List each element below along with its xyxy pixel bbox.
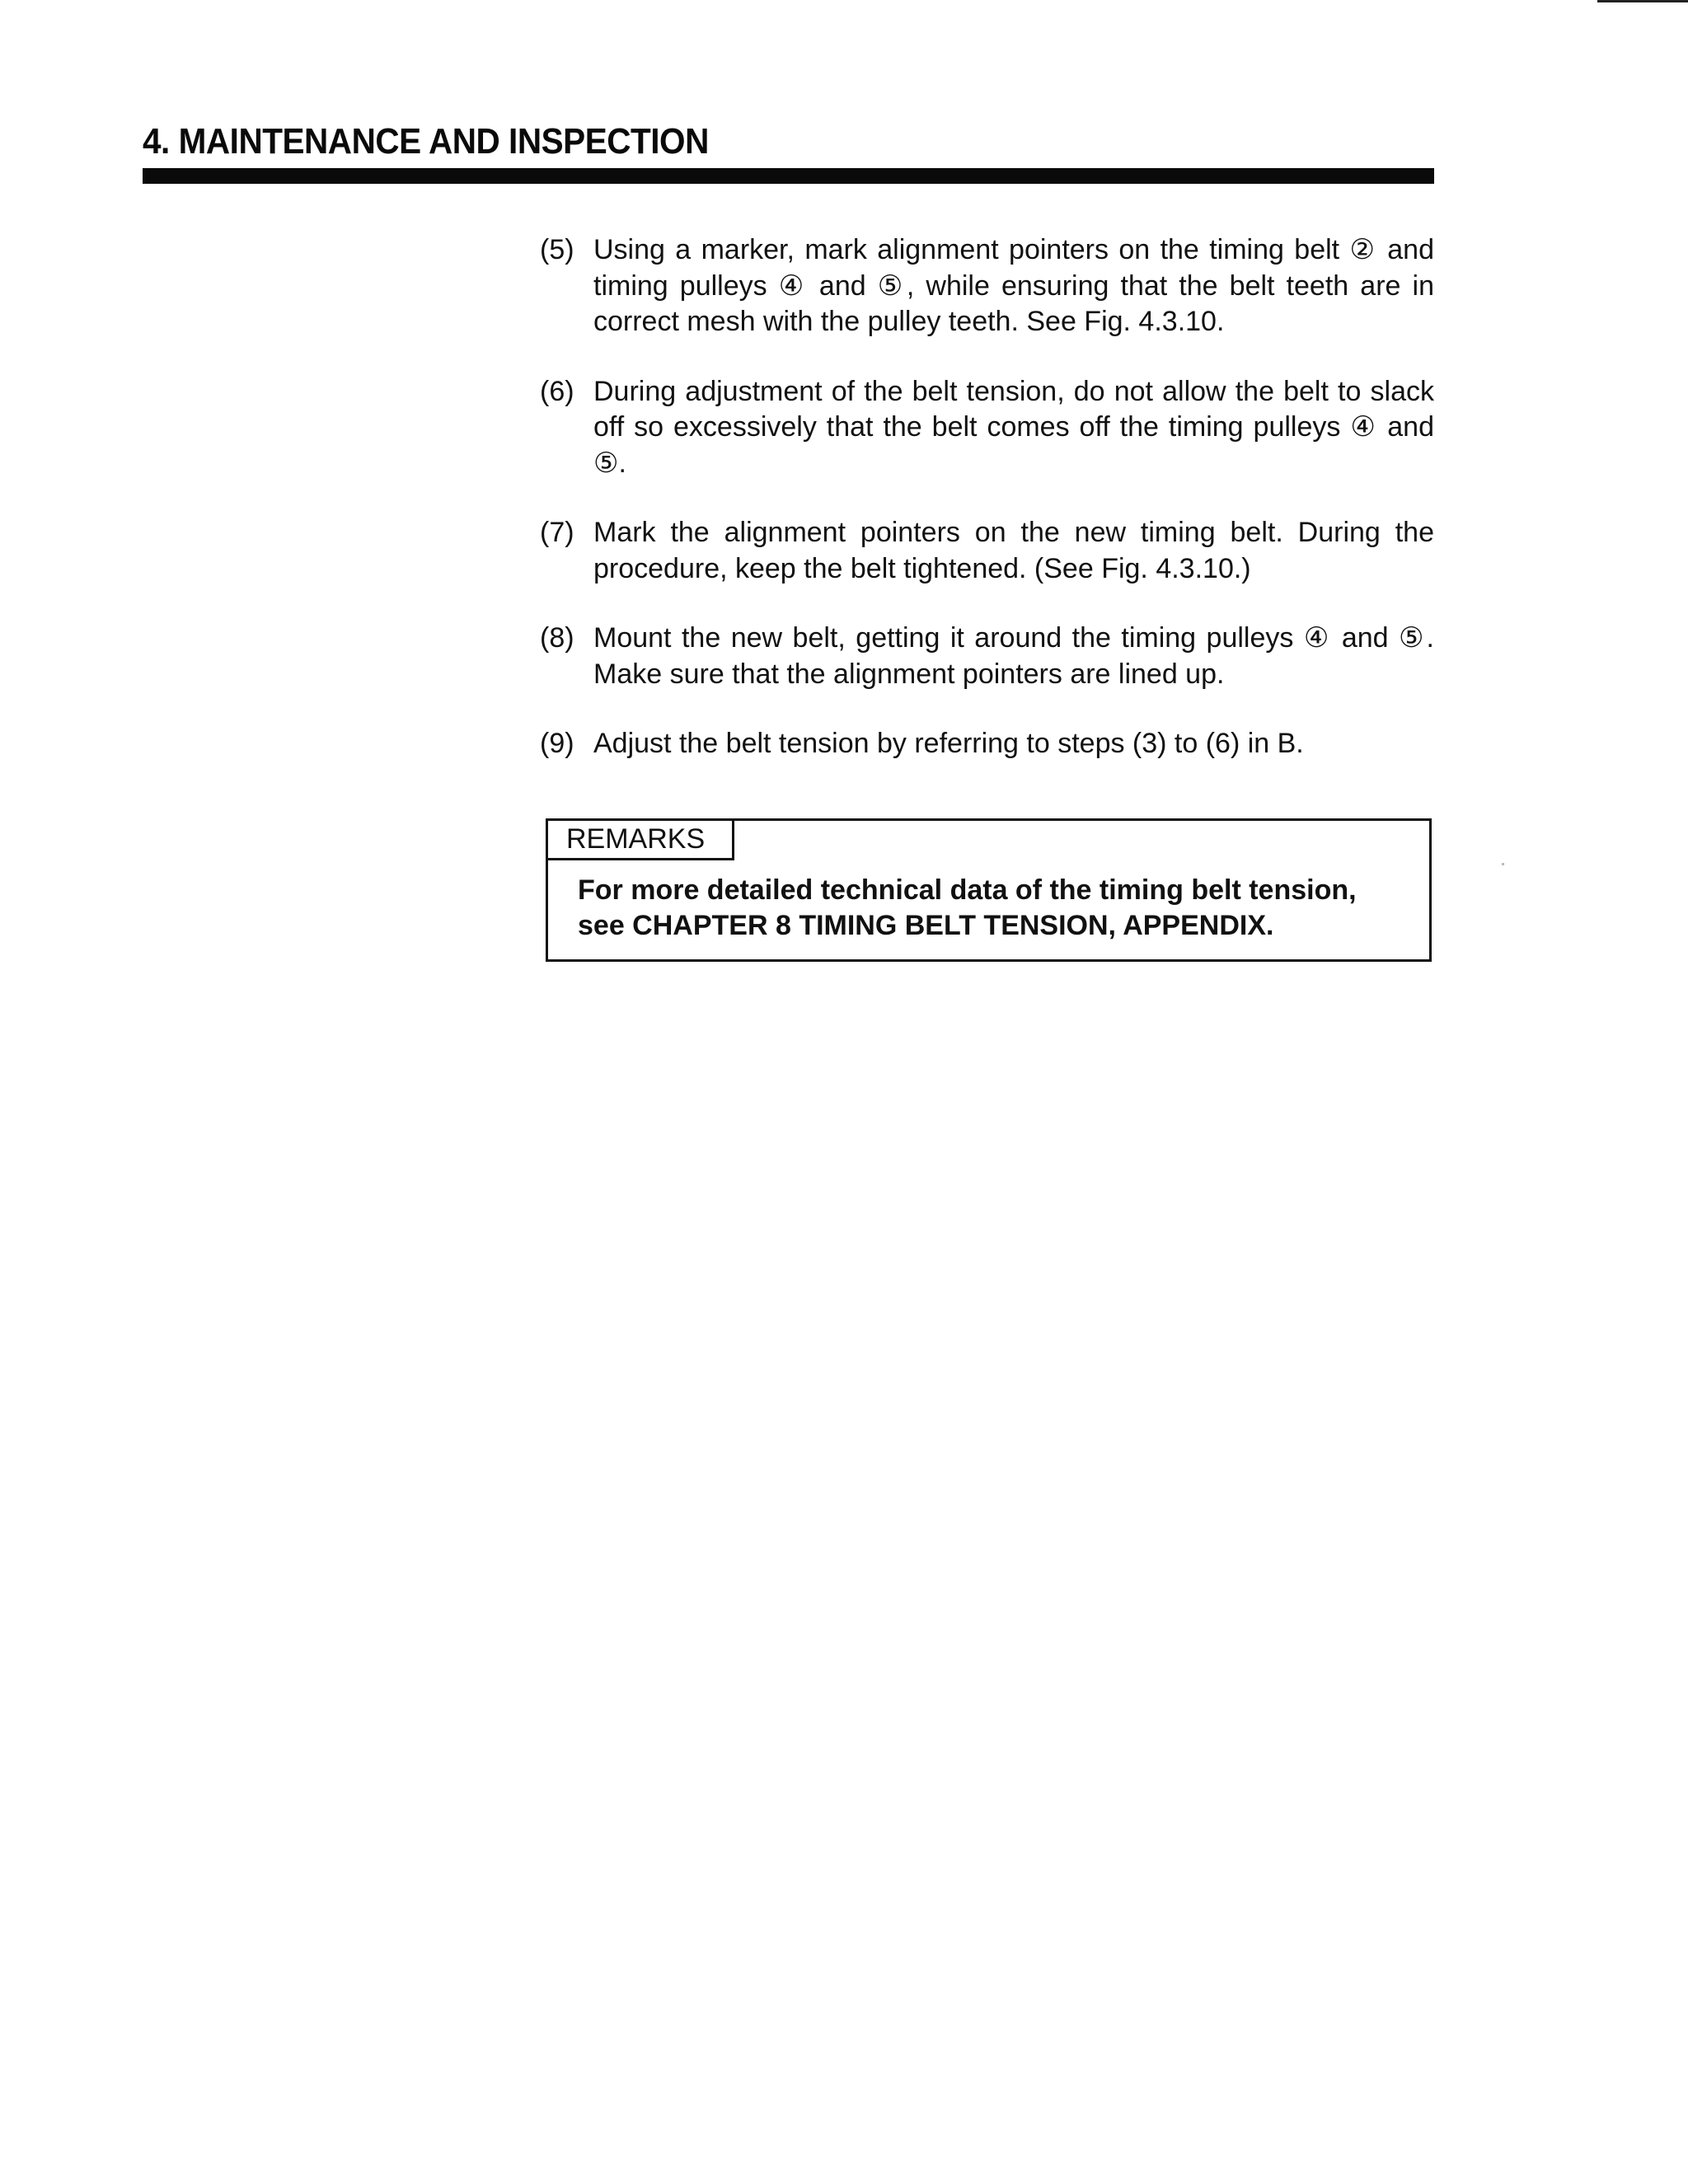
remarks-text (578, 873, 1370, 944)
remarks-box (546, 818, 1432, 962)
step-number: (5) (540, 234, 574, 265)
page-title: 4. MAINTENANCE AND INSPECTION (143, 121, 709, 162)
step-item (540, 726, 1434, 762)
step-number: (8) (540, 622, 574, 654)
step-text: Using a marker, mark alignment pointers on the timing belt ② and timing pulleys ④ and ⑤, while ensuring that the belt teeth are in correct mesh with the pulley teeth. See Fig. 4.3.10. (593, 234, 1434, 337)
remarks-line: For more detailed technical data of the timing belt tension, (578, 874, 1357, 906)
step-list (540, 232, 1434, 796)
heading-rule (143, 168, 1434, 184)
step-number: (9) (540, 728, 574, 759)
step-number: (7) (540, 517, 574, 548)
remarks-line: see CHAPTER 8 TIMING BELT TENSION, APPENDIX. (578, 910, 1274, 941)
step-item (540, 621, 1434, 692)
step-text: Mark the alignment pointers on the new timing belt. During the procedure, keep the belt tightened. (See Fig. 4.3.10.) (593, 517, 1434, 584)
step-text: Mount the new belt, getting it around the timing pulleys ④ and ⑤. Make sure that the alignment pointers are lined up. (593, 622, 1434, 690)
step-item (540, 374, 1434, 482)
remarks-label: REMARKS (548, 821, 734, 860)
corner-rule (1597, 0, 1688, 2)
scan-speck (1502, 863, 1504, 865)
step-item (540, 515, 1434, 587)
step-text: Adjust the belt tension by referring to steps (3) to (6) in B. (593, 728, 1304, 759)
step-item (540, 232, 1434, 340)
step-number: (6) (540, 375, 574, 407)
step-text: During adjustment of the belt tension, do not allow the belt to slack off so excessively that the belt comes off the timing pulleys ④ and ⑤. (593, 375, 1434, 479)
